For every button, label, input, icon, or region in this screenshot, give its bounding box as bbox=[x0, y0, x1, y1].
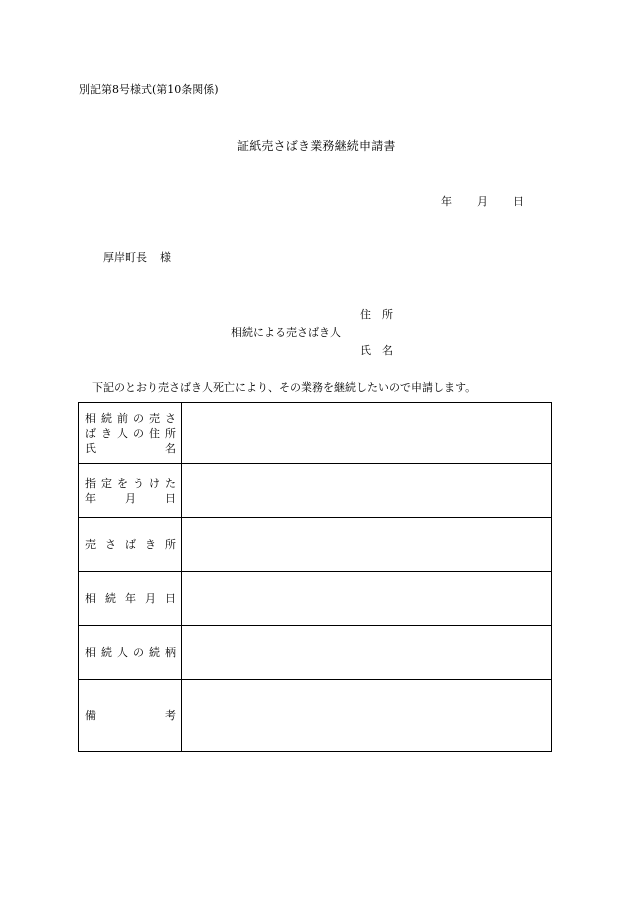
date-year-label: 年 bbox=[441, 195, 452, 208]
table-row bbox=[79, 464, 552, 518]
label-line: 売 さ ば き 所 bbox=[85, 538, 176, 551]
row-label-designation-date bbox=[79, 464, 182, 518]
application-statement: 下記のとおり売さばき人死亡により、その業務を継続したいので申請します。 bbox=[92, 381, 477, 394]
date-month-label: 月 bbox=[477, 195, 488, 208]
table-row bbox=[79, 626, 552, 680]
remarks-field[interactable] bbox=[182, 680, 552, 752]
inheritance-date-field[interactable] bbox=[182, 572, 552, 626]
document-title: 証紙売さばき業務継続申請書 bbox=[237, 139, 396, 153]
date-day-label: 日 bbox=[513, 195, 524, 208]
designation-date-field[interactable] bbox=[182, 464, 552, 518]
table-row bbox=[79, 403, 552, 464]
applicant-role: 相続による売さばき人 bbox=[231, 326, 341, 339]
applicant-name-label: 氏 名 bbox=[360, 344, 393, 357]
table-row bbox=[79, 518, 552, 572]
application-table bbox=[78, 402, 552, 752]
label-line: 相 続 前 の 売 さ bbox=[85, 411, 176, 425]
addressee-honorific: 様 bbox=[160, 251, 171, 264]
sales-office-field[interactable] bbox=[182, 518, 552, 572]
row-label-remarks bbox=[79, 680, 182, 752]
previous-seller-field[interactable] bbox=[182, 403, 552, 464]
row-label-sales-office bbox=[79, 518, 182, 572]
row-label-inheritance-date bbox=[79, 572, 182, 626]
label-line: ば き 人 の 住 所 bbox=[85, 426, 176, 440]
applicant-address-label: 住 所 bbox=[360, 308, 393, 321]
label-line: 備 考 bbox=[85, 709, 176, 722]
table-row bbox=[79, 680, 552, 752]
form-number-note: 別記第8号様式(第10条関係) bbox=[79, 83, 219, 96]
heir-relationship-field[interactable] bbox=[182, 626, 552, 680]
addressee-name: 厚岸町長 bbox=[103, 251, 147, 264]
label-line: 指 定 を う け た bbox=[85, 476, 176, 490]
label-line: 相 続 年 月 日 bbox=[85, 592, 176, 605]
row-label-heir-relationship bbox=[79, 626, 182, 680]
table-row bbox=[79, 572, 552, 626]
row-label-previous-seller bbox=[79, 403, 182, 464]
label-line: 相 続 人 の 続 柄 bbox=[85, 646, 176, 659]
label-line: 年 月 日 bbox=[85, 491, 176, 505]
label-line: 氏 名 bbox=[85, 441, 176, 455]
